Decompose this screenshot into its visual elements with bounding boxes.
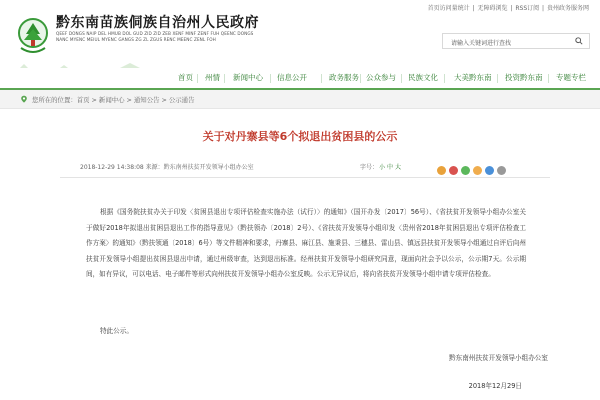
nav-divider	[497, 74, 498, 83]
article-title: 关于对丹寨县等6个拟退出贫困县的公示	[202, 130, 398, 143]
nav-divider	[270, 74, 271, 83]
search-input[interactable]	[442, 33, 590, 49]
font-size-control	[360, 162, 402, 171]
closing-text: 特此公示。	[100, 327, 133, 335]
nav-item-culture[interactable]: 民族文化	[408, 73, 438, 82]
print-icon[interactable]	[497, 166, 506, 175]
top-links: 首页访问量统计 | 无障碍浏览 | RSS订阅 | 贵州政务服务网	[427, 5, 589, 12]
nav-item-beauty[interactable]: 大美黔东南	[454, 73, 492, 82]
nav-divider	[401, 74, 402, 83]
nav-divider	[321, 74, 322, 83]
site-name[interactable]: 黔东南苗族侗族自治州人民政府	[56, 15, 259, 31]
article-body	[86, 205, 526, 283]
article-meta: 2018-12-29 14:38:08 来源：黔东南州扶贫开发领导小组办公室	[80, 164, 254, 171]
nav-item-overview[interactable]: 州情	[205, 73, 220, 82]
qq-icon[interactable]	[485, 166, 494, 175]
breadcrumb-path[interactable]: 首页 > 新闻中心 > 通知公告 > 公示通告	[76, 96, 195, 104]
signature: 黔东南州扶贫开发领导小组办公室	[449, 354, 548, 362]
nav-item-home[interactable]: 首页	[178, 73, 193, 82]
nav-divider	[224, 74, 225, 83]
nav-divider	[444, 74, 445, 83]
article-paragraph: 根据《国务院扶贫办关于印发〈贫困县退出专项评估检查实施办法（试行）〉的通知》（国开办发〔2017〕56号）、《省扶贫开发领导小组办公室关于做好2018年拟退出贫困县退出工作的指导意见》（黔扶领办〔2018〕2号）、《省扶贫开发领导小组印发〈贵州省2018年贫困县退出专项评估检查工作方案〉的通知》（黔扶领通〔2018〕6号）等文件精神和要求，丹寨县、麻江县、施秉县、三穗县、雷山县、镇远县扶贫开发领导小组通过自评后向州扶贫开发领导小组提出贫困县退出申请，通过州级审查，达到退出标准。经州扶贫开发领导小组研究同意，现面向社会予以公示，公示期7天。公示期间，如有异议，可以电话、电子邮件等形式向州扶贫开发领导小组办公室反映。公示无异议后，将向省扶贫开发领导小组申请专项评估检查。	[86, 208, 526, 278]
weibo-icon[interactable]	[449, 166, 458, 175]
top-link-rss[interactable]: RSS订阅	[515, 5, 540, 12]
main-nav	[0, 68, 600, 88]
font-medium-button[interactable]: 中	[387, 164, 394, 171]
nav-item-info[interactable]: 信息公开	[277, 73, 307, 82]
divider	[60, 177, 550, 178]
top-link-accessibility[interactable]: 无障碍浏览	[477, 5, 508, 12]
search-placeholder: 请输入关键词进行查找	[451, 40, 512, 47]
location-icon	[20, 95, 28, 103]
site-subtitle: QEEF DONGS NAIP DEL HMUB DOL GUD ZID ZID ZEB XENF MINF ZENF FUH QEENC DONGS NANC MYENC MEIUL MYENC GANGS ZG ZL ZGUS RENC MEENC ZENL FOH	[56, 31, 254, 42]
qzone-icon[interactable]	[473, 166, 482, 175]
nav-item-participation[interactable]: 公众参与	[366, 73, 396, 82]
font-size-label: 字号：	[360, 164, 379, 171]
breadcrumb-text	[32, 95, 194, 104]
share-icon[interactable]	[437, 166, 446, 175]
breadcrumb-prefix: 您所在的位置：	[32, 96, 77, 104]
nav-divider	[360, 74, 361, 83]
nav-divider	[548, 74, 549, 83]
nav-item-news[interactable]: 新闻中心	[233, 73, 263, 82]
top-link-gov-service[interactable]: 贵州政务服务网	[546, 5, 589, 12]
logo-icon[interactable]	[18, 18, 48, 54]
nav-divider	[197, 74, 198, 83]
publish-date: 2018年12月29日	[468, 382, 522, 390]
site-header	[0, 0, 600, 68]
breadcrumb	[0, 90, 600, 109]
top-link-visits[interactable]: 首页访问量统计	[427, 5, 470, 12]
font-large-button[interactable]: 大	[395, 164, 402, 171]
nav-item-invest[interactable]: 投资黔东南	[505, 73, 543, 82]
nav-item-services[interactable]: 政务服务	[329, 73, 359, 82]
wechat-icon[interactable]	[461, 166, 470, 175]
search-icon[interactable]	[575, 37, 583, 45]
font-small-button[interactable]: 小	[379, 164, 386, 171]
nav-item-topics[interactable]: 专题专栏	[556, 73, 586, 82]
